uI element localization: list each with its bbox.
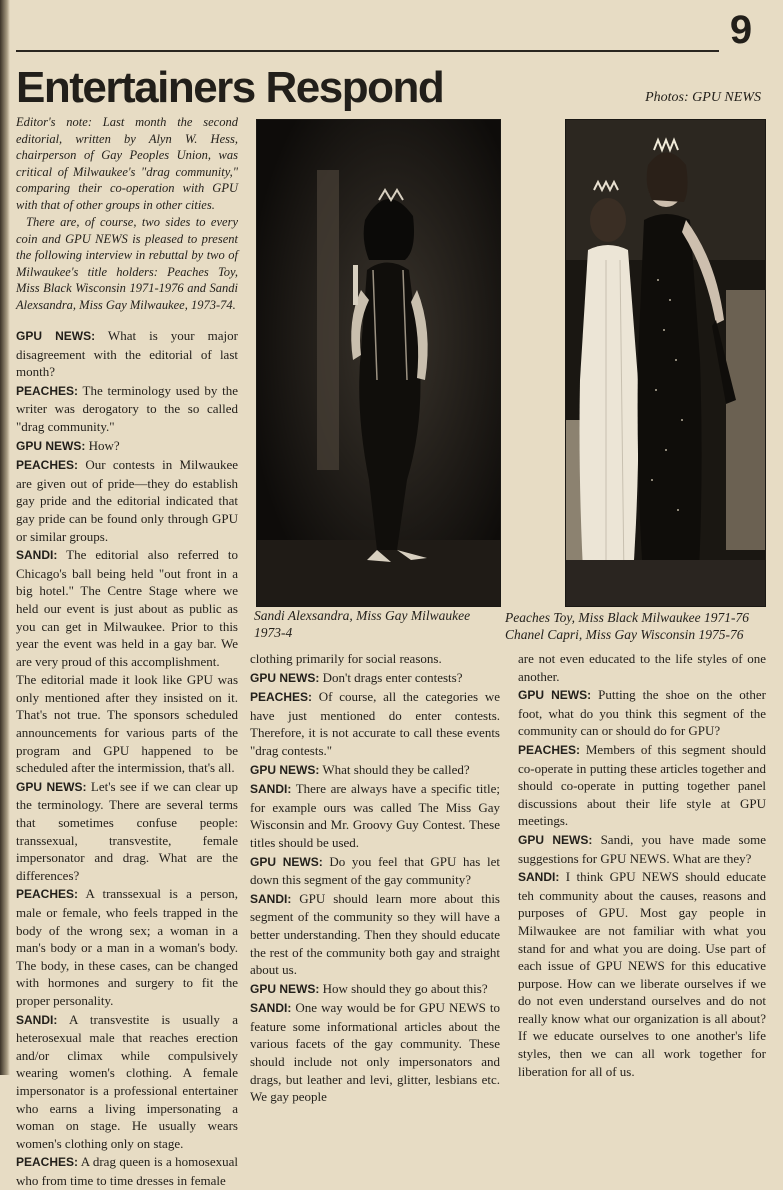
editor-note-paragraph: There are, of course, two sides to every coin and GPU NEWS is pleased to present the following interview in rebuttal by two of Milwaukee's title holders: Peaches Toy, Miss Black Wisconsin 1971-1976 and Sandi Alexsandra, Miss Gay Milwaukee, 1973-74. xyxy=(16,215,238,312)
photo-peaches-chanel xyxy=(565,119,766,607)
interview-paragraph xyxy=(16,778,238,885)
paragraph-text: Our contests in Milwaukee are given out of pride—they do establish gay pride and the editorial indicated that gay pride can be found only through GPU or similar groups. xyxy=(16,457,238,544)
speaker-label: SANDI: xyxy=(16,548,58,563)
article-column-3 xyxy=(518,650,767,1079)
interview-paragraph xyxy=(250,669,500,688)
paragraph-text: A transvestite is usually a heterosexual male that reaches erection and/or climax while compulsively wearing women's clothing. A female impersonator is a professional entertainer who earns a living impersonating a woman on stage. He usually wears women's clothing only on stage. xyxy=(16,1011,238,1151)
speaker-label: GPU NEWS: xyxy=(16,779,87,794)
speaker-label: PEACHES: xyxy=(16,383,79,398)
photo-caption-sandi: Sandi Alexsandra, Miss Gay Milwaukee 1973-4 xyxy=(254,608,471,640)
speaker-label: PEACHES: xyxy=(250,690,313,705)
caption-line: Peaches Toy, Miss Black Milwaukee 1971-76 xyxy=(505,610,749,625)
page-binding-shadow xyxy=(0,0,10,1075)
paragraph-text: A transsexual is a person, male or female, who feels trapped in the body of the wrong sex; a woman in a man's body or a man in a woman's body. The body, in these cases, can be changed with hormones and surgery to fit the proper personality. xyxy=(16,886,238,1008)
performer-on-stage-photo xyxy=(257,120,500,606)
paragraph-text: Sandi, you have made some suggestions for GPU NEWS. What are they? xyxy=(518,831,766,866)
paragraph-text: The editorial made it look like GPU was only mentioned after they insisted on it. That's not true. The sponsors scheduled announcements for various parts of the program and GPU happened to be scheduled after the intermission, that's all. xyxy=(16,672,238,776)
interview-paragraph xyxy=(16,1011,238,1153)
photo-caption-peaches-chanel xyxy=(505,609,770,643)
interview-paragraph xyxy=(518,741,766,830)
paragraph-text: Let's see if we can clear up the terminology. There are several terms that sometimes confuse people: transsexual, transvestite, female impersonator and drag. What are the differences? xyxy=(16,778,238,883)
header-rule xyxy=(16,50,763,52)
interview-paragraph xyxy=(518,650,766,685)
speaker-label: PEACHES: xyxy=(16,458,79,473)
paragraph-text: Putting the shoe on the other foot, what do you think this segment of the community can or should do for GPU? xyxy=(518,687,767,739)
paragraph-text: clothing primarily for social reasons. xyxy=(250,651,442,666)
paragraph-text: Do you feel that GPU has let down this segment of the gay community? xyxy=(250,853,500,888)
interview-paragraph xyxy=(16,671,238,777)
speaker-label: GPU NEWS: xyxy=(518,832,593,847)
speaker-label: GPU NEWS: xyxy=(250,981,320,996)
interview-paragraph xyxy=(16,382,238,436)
paragraph-text: What is your major disagreement with the editorial of last month? xyxy=(16,328,238,380)
article-column-2 xyxy=(250,650,501,1105)
page-number: 9 xyxy=(719,8,763,52)
paragraph-text: A drag queen is a homosexual who from time to time dresses in female xyxy=(16,1154,238,1188)
speaker-label: SANDI: xyxy=(250,1001,292,1016)
paragraph-text: How should they go about this? xyxy=(322,980,488,996)
headline: Entertainers Respond xyxy=(16,63,444,112)
interview-paragraph xyxy=(250,688,500,759)
speaker-label: SANDI: xyxy=(16,1012,58,1027)
paragraph-text: Don't drags enter contests? xyxy=(322,669,463,685)
two-titleholders-photo xyxy=(566,120,765,606)
photo-credit: Photos: GPU NEWS xyxy=(645,90,761,105)
interview-paragraph xyxy=(16,456,238,545)
interview-paragraph xyxy=(16,546,238,670)
interview-text xyxy=(16,327,238,1190)
paragraph-text: How? xyxy=(88,437,120,453)
paragraph-text: What should they be called? xyxy=(322,761,470,777)
interview-paragraph xyxy=(250,853,500,889)
photo-sandi-alexsandra xyxy=(256,119,501,607)
interview-paragraph xyxy=(250,650,500,668)
paragraph-text: The terminology used by the writer was derogatory to the so called "drag community." xyxy=(16,382,238,434)
speaker-label: SANDI: xyxy=(250,891,292,906)
speaker-label: GPU NEWS: xyxy=(250,854,323,869)
interview-paragraph xyxy=(16,885,238,1009)
paragraph-text: GPU should learn more about this segment of the community so they will have a better understanding. Then they should educate the rest of the community both gay and straight about us. xyxy=(250,890,500,978)
interview-paragraph xyxy=(250,980,500,999)
speaker-label: GPU NEWS: xyxy=(518,688,592,703)
interview-paragraph xyxy=(518,831,766,867)
speaker-label: GPU NEWS: xyxy=(250,670,320,685)
paragraph-text: Members of this segment should co-operate in putting these articles together and should co-operate in putting together panel discussions about their life style at GPU meetings. xyxy=(518,741,766,829)
speaker-label: SANDI: xyxy=(250,782,292,797)
paragraph-text: One way would be for GPU NEWS to feature some informational articles about the various facets of the gay community. These should include not only impersonators and drags, but leather and levi, glitter, lesbians etc. We gay people xyxy=(250,1000,500,1105)
editor-note-paragraph: Editor's note: Last month the second editorial, written by Alyn W. Hess, chairperson of Gay Peoples Union, was critical of Milwaukee's "drag community," comparing their co-operation with GPU with that of other groups in other cities. xyxy=(16,115,238,212)
interview-text xyxy=(518,650,766,1080)
interview-paragraph xyxy=(250,999,500,1106)
paragraph-text: are not even educated to the life styles of one another. xyxy=(518,651,766,684)
paragraph-text: The editorial also referred to Chicago's ball being held "out front in a big hotel." The Centre Stage where we held our event is just about as public as you can get in Milwaukee. Prior to this year the event was held in a gay bar. We are very proud of this accomplishment. xyxy=(16,547,239,669)
interview-paragraph xyxy=(250,780,500,851)
speaker-label: SANDI: xyxy=(518,870,560,885)
interview-paragraph xyxy=(16,437,238,456)
caption-line: Chanel Capri, Miss Gay Wisconsin 1975-76 xyxy=(505,627,744,642)
speaker-label: GPU NEWS: xyxy=(16,438,86,453)
interview-paragraph xyxy=(16,1153,238,1189)
paragraph-text: I think GPU NEWS should educate teh community about the causes, reasons and purposes of GPU. Most gay people in Milwaukee are not familiar with what you stand for and what you are doing. Use part of each issue of GPU NEWS for this educative purpose. How can we liberate ourselves if we do not even understand ourselves and do not really know what our organization is all about? If we educate ourselves to one another's life styles, then we can all work together for liberation for all of us. xyxy=(518,869,766,1079)
speaker-label: PEACHES: xyxy=(16,887,79,902)
interview-paragraph xyxy=(250,761,500,780)
interview-text xyxy=(250,650,500,1106)
paragraph-text: There are always have a specific title; for example ours was called The Miss Gay Wisconsin and Mr. Groovy Guy Contest. These titles should be used. xyxy=(250,781,500,850)
speaker-label: PEACHES: xyxy=(16,1155,79,1170)
paragraph-text: Of course, all the categories we have just mentioned do enter contests. Therefore, it is not accurate to call these events "drag contests." xyxy=(250,689,501,758)
interview-paragraph xyxy=(250,890,500,979)
article-column-1 xyxy=(16,114,239,1188)
speaker-label: PEACHES: xyxy=(518,742,581,757)
interview-paragraph xyxy=(518,686,766,740)
interview-paragraph xyxy=(518,868,766,1080)
speaker-label: GPU NEWS: xyxy=(16,329,96,343)
speaker-label: GPU NEWS: xyxy=(250,762,320,777)
interview-paragraph xyxy=(16,327,238,381)
editor-note xyxy=(16,114,238,313)
